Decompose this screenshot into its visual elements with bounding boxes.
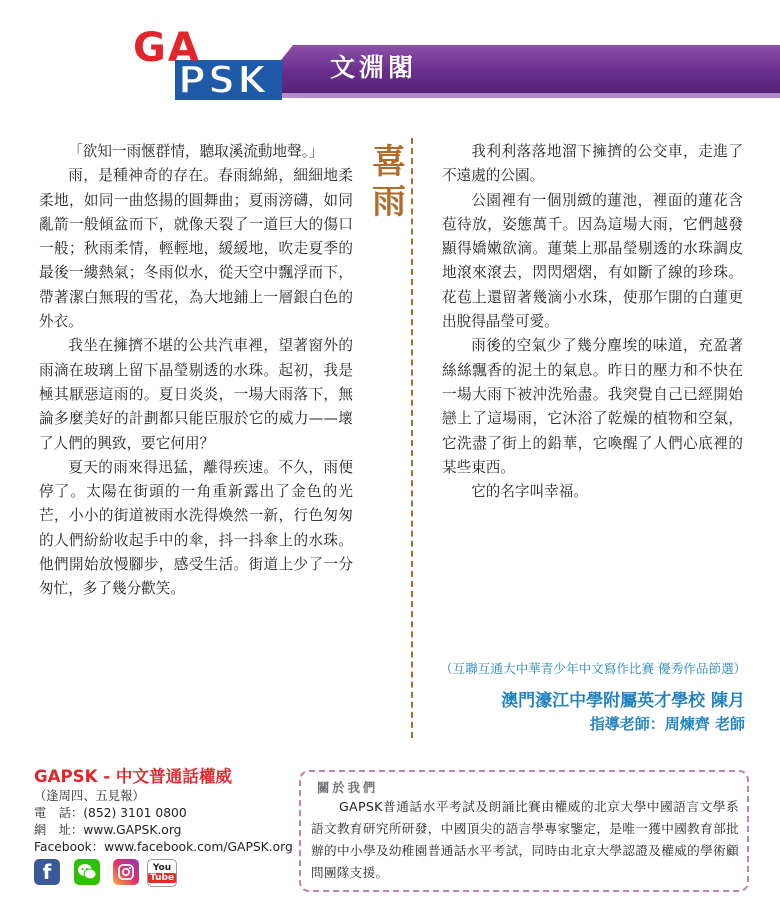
facebook-icon[interactable]: f <box>34 859 60 885</box>
author-teacher: 指導老師：周煉齊 老師 <box>589 715 745 733</box>
website-line <box>34 822 299 839</box>
article-left-column <box>39 140 353 602</box>
phone-label: 電 話 <box>34 806 71 820</box>
article-title <box>369 142 409 222</box>
article-paragraph: 我坐在擁擠不堪的公共汽車裡，望著窗外的雨滴在玻璃上留下晶瑩剔透的水珠。起初，我是極其厭惡這雨的。夏日炎炎，一場大雨落下，無論多麼美好的計劃都只能臣服於它的威力——壞了人們的興致，要它何用？ <box>39 337 353 452</box>
youtube-you: You <box>152 863 172 873</box>
phone-value: ：(852) 3101 0800 <box>70 806 187 820</box>
title-divider <box>411 138 413 738</box>
article-title-char: 喜 <box>372 142 406 182</box>
instagram-glyph <box>117 863 135 881</box>
logo-psk-text: PSK <box>178 58 269 102</box>
about-text <box>311 796 739 884</box>
facebook-link[interactable]: ：www.facebook.com/GAPSK.org <box>91 840 293 854</box>
facebook-line <box>34 839 299 856</box>
contact-block <box>34 766 299 856</box>
contact-title: GAPSK - 中文普通話權威 <box>34 767 233 786</box>
article-paragraph: 「欲知一雨愜群情，聽取溪流動地聲。」 <box>68 143 324 160</box>
youtube-icon[interactable] <box>147 859 177 887</box>
website-label: 網 址 <box>34 823 71 837</box>
article-paragraph: 它的名字叫幸福。 <box>471 483 588 501</box>
gapsk-logo <box>133 25 281 102</box>
article-paragraph: 公園裡有一個別緻的蓮池，裡面的蓮花含苞待放，姿態萬千。因為這場大雨，它們越發顯得嬌嫩欲滴。蓮葉上那晶瑩剔透的水珠調皮地滾來滾去，閃閃熠熠，有如斷了線的珍珠。花苞上還留著幾滴小水珠，使那乍開的白蓮更出脫得晶瑩可愛。 <box>442 191 743 331</box>
article-paragraph: 我利利落落地溜下擁擠的公交車，走進了不遠處的公園。 <box>442 143 743 185</box>
column-header <box>0 0 780 110</box>
publish-days: （逢周四、五見報） <box>34 789 145 803</box>
article-title-char: 雨 <box>372 182 406 222</box>
article-right-column <box>442 140 743 504</box>
phone-line <box>34 805 299 822</box>
source-note: （互聯互通大中華青少年中文寫作比賽 優秀作品節選） <box>440 661 747 676</box>
header-stripe <box>245 93 780 98</box>
about-box <box>299 770 749 892</box>
instagram-icon[interactable] <box>113 859 139 885</box>
author-school: 澳門濠江中學附屬英才學校 陳月 <box>501 691 745 711</box>
article-paragraph: 雨，是種神奇的存在。春雨綿綿，細細地柔柔地，如同一曲悠揚的圓舞曲；夏雨滂礴，如同亂箭一般傾盆而下，就像天裂了一道巨大的傷口一般；秋雨柔情，輕輕地，緩緩地，吹走夏季的最後一縷熱氣；冬雨似水，從天空中飄浮而下，帶著潔白無瑕的雪花，為大地鋪上一層銀白色的外衣。 <box>39 167 353 331</box>
facebook-label: Facebook <box>34 840 92 854</box>
column-title: 文淵閣 <box>330 53 418 82</box>
about-title: 關於我們 <box>317 781 379 795</box>
about-body: GAPSK普通話水平考試及朗誦比賽由權威的北京大學中國語言文學系語文教育研究所研發，中國頂尖的語言學專家鑒定，是唯一獲中國教育部批辦的中小學及幼稚園普通話水平考試，同時由北京大學認證及權威的學術顧問團隊支援。 <box>311 799 739 880</box>
website-link[interactable]: ：www.GAPSK.org <box>70 823 182 837</box>
article-paragraph: 夏天的雨來得迅猛，離得疾速。不久，雨便停了。太陽在街頭的一角重新露出了金色的光芒，小小的街道被雨水洗得煥然一新，行色匆匆的人們紛紛收起手中的傘，抖一抖傘上的水珠。他們開始放慢腳步，感受生活。街道上少了一分匆忙，多了幾分歡笑。 <box>39 458 353 598</box>
article-paragraph: 雨後的空氣少了幾分塵埃的味道，充盈著絲絲飄香的泥土的氣息。昨日的壓力和不快在一場大雨下被沖洗殆盡。我突覺自己已經開始戀上了這場雨，它沐浴了乾燥的植物和空氣，它洗盡了街上的鉛華，它喚醒了人們心底裡的某些東西。 <box>442 337 743 476</box>
wechat-icon[interactable] <box>74 859 100 885</box>
wechat-glyph <box>77 863 97 881</box>
youtube-tube: Tube <box>149 873 175 883</box>
logo-ga-text: GA <box>133 25 201 71</box>
